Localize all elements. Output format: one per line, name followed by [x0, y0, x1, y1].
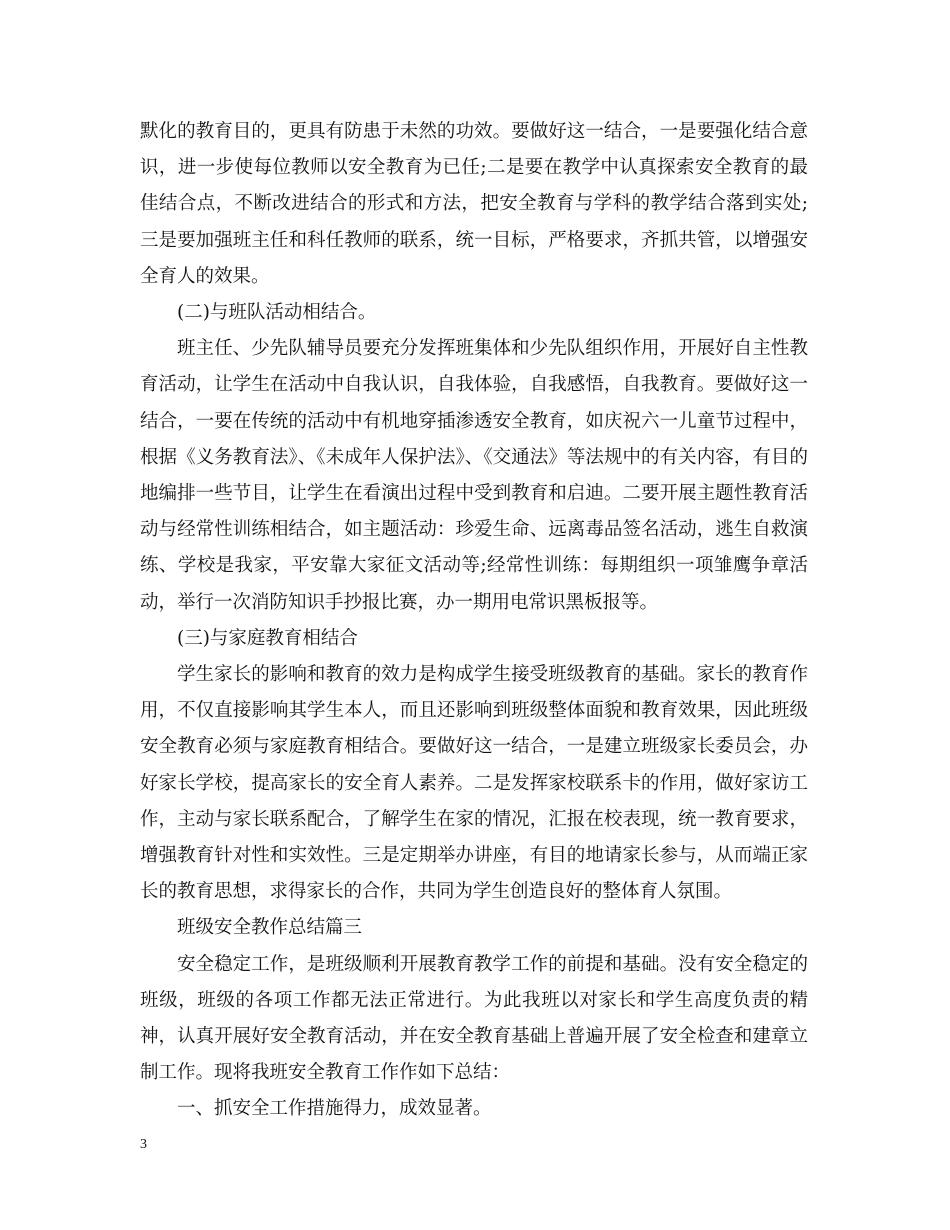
section-heading-class-activities: (二)与班队活动相结合。 [177, 302, 377, 324]
paragraph-continuation: 默化的教育目的，更具有防患于未然的功效。要做好这一结合，一是要强化结合意识，进一步使每位教师以安全教育为已任;二是要在教学中认真探索安全教育的最佳结合点，不断改进结合的形式和方法，把安全教育与学科的教学结合落到实处;三是要加强班主任和科任教师的联系，统一目标，严格要求，齐抓共管，以增强安全育人的效果。 [140, 121, 808, 287]
page-number: 3 [140, 1137, 147, 1152]
document-body [140, 114, 808, 1128]
section-heading-family-education: (三)与家庭教育相结合 [177, 627, 358, 649]
section-heading-safety-measures: 一、抓安全工作措施得力，成效显著。 [177, 1098, 492, 1120]
article-title-part-three: 班级安全教作总结篇三 [177, 917, 363, 939]
paragraph-safety-stability: 安全稳定工作，是班级顺利开展教育教学工作的前提和基础。没有安全稳定的班级，班级的各项工作都无法正常进行。为此我班以对家长和学生高度负责的精神，认真开展好安全教育活动，并在安全教育基础上普遍开展了安全检查和建章立制工作。现将我班安全教育工作作如下总结： [140, 953, 808, 1084]
paragraph-class-activities: 班主任、少先队辅导员要充分发挥班集体和少先队组织作用，开展好自主性教育活动，让学生在活动中自我认识，自我体验，自我感悟，自我教育。要做好这一结合，一要在传统的活动中有机地穿插渗透安全教育，如庆祝六一儿童节过程中，根据《义务教育法》、《未成年人保护法》、《交通法》等法规中的有关内容，有目的地编排一些节目，让学生在看演出过程中受到教育和启迪。二要开展主题性教育活动与经常性训练相结合，如主题活动：珍爱生命、远离毒品签名活动，逃生自救演练、学校是我家，平安靠大家征文活动等;经常性训练：每期组织一项雏鹰争章活动，举行一次消防知识手抄报比赛，办一期用电常识黑板报等。 [140, 338, 808, 613]
paragraph-family-education: 学生家长的影响和教育的效力是构成学生接受班级教育的基础。家长的教育作用，不仅直接影响其学生本人，而且还影响到班级整体面貌和教育效果，因此班级安全教育必须与家庭教育相结合。要做好这一结合，一是建立班级家长委员会，办好家长学校，提高家长的安全育人素养。二是发挥家校联系卡的作用，做好家访工作，主动与家长联系配合，了解学生在家的情况，汇报在校表现，统一教育要求，增强教育针对性和实效性。三是定期举办讲座，有目的地请家长参与，从而端正家长的教育思想，求得家长的合作，共同为学生创造良好的整体育人氛围。 [140, 664, 808, 903]
